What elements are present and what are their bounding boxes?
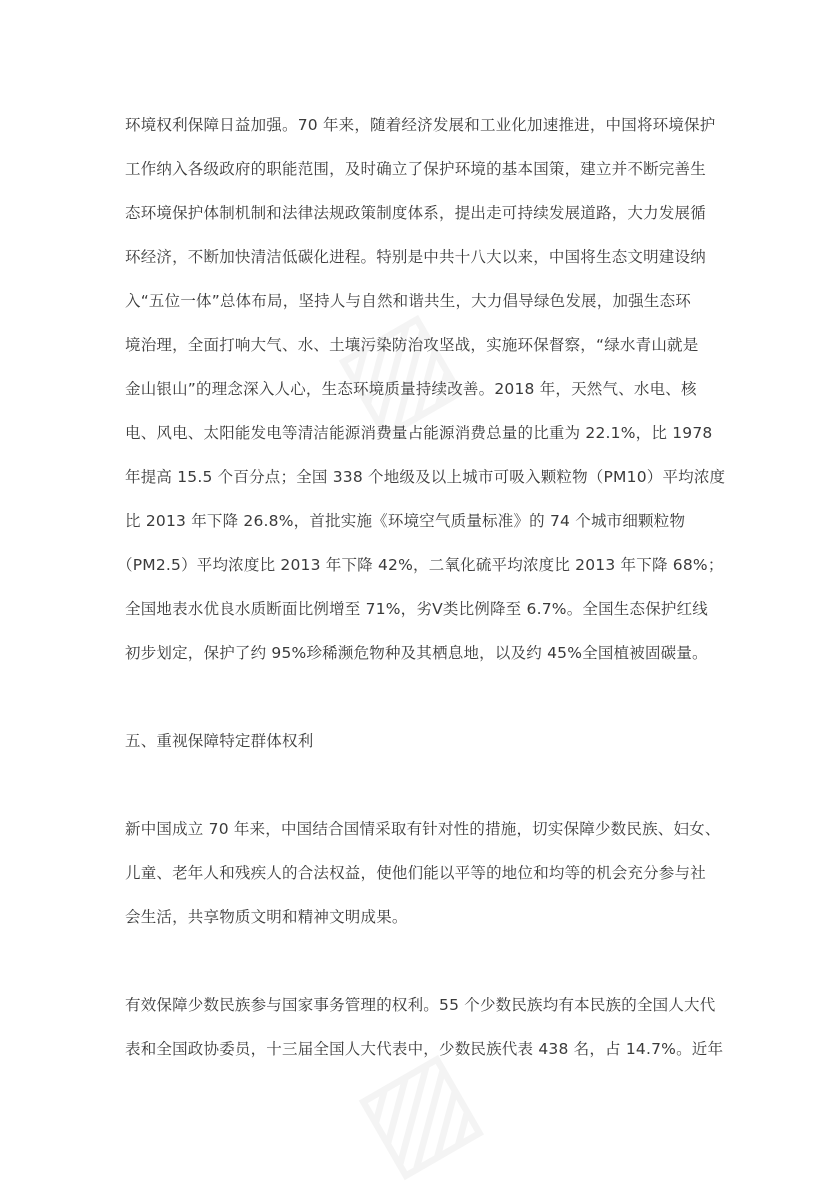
text-line: 环经济，不断加快清洁低碳化进程。特别是中共十八大以来，中国将生态文明建设纳 (125, 248, 706, 266)
text-line: 会生活，共享物质文明和精神文明成果。 (125, 908, 408, 926)
text-line: 比 2013 年下降 26.8%，首批实施《环境空气质量标准》的 74 个城市细颗粒物 (125, 512, 686, 530)
text-line: 态环境保护体制机制和法律法规政策制度体系，提出走可持续发展道路，大力发展循 (125, 204, 706, 222)
text-line: 初步划定，保护了约 95%珍稀濒危物种及其栖息地，以及约 45%全国植被固碳量。 (125, 644, 708, 662)
text-line: 儿童、老年人和残疾人的合法权益，使他们能以平等的地位和均等的机会充分参与社 (125, 864, 706, 882)
text-line: 全国地表水优良水质断面比例增至 71%，劣Ⅴ类比例降至 6.7%。全国生态保护红线 (125, 600, 708, 618)
text-line: 年提高 15.5 个百分点；全国 338 个地级及以上城市可吸入颗粒物（PM10）平均浓度 (125, 468, 726, 486)
text-line: （PM2.5）平均浓度比 2013 年下降 42%，二氧化硫平均浓度比 2013 年下降 68%； (117, 556, 724, 574)
text-line: 新中国成立 70 年来，中国结合国情采取有针对性的措施，切实保障少数民族、妇女、 (125, 820, 721, 838)
text-line: 工作纳入各级政府的职能范围，及时确立了保护环境的基本国策，建立并不断完善生 (125, 160, 706, 178)
text-line: 入“五位一体”总体布局，坚持人与自然和谐共生，大力倡导绿色发展，加强生态环 (125, 292, 691, 310)
text-line: 有效保障少数民族参与国家事务管理的权利。55 个少数民族均有本民族的全国人大代 (125, 996, 716, 1014)
text-line: 表和全国政协委员，十三届全国人大代表中，少数民族代表 438 名，占 14.7%。近年 (125, 1040, 724, 1058)
section-title: 五、重视保障特定群体权利 (125, 732, 314, 750)
text-line: 环境权利保障日益加强。70 年来，随着经济发展和工业化加速推进，中国将环境保护 (125, 116, 716, 134)
text-line: 境治理，全面打响大气、水、土壤污染防治攻坚战，实施环保督察，“绿水青山就是 (125, 336, 699, 354)
text-line: 电、风电、太阳能发电等清洁能源消费量占能源消费总量的比重为 22.1%，比 1978 (125, 424, 713, 442)
text-line: 金山银山”的理念深入人心，生态环境质量持续改善。2018 年，天然气、水电、核 (125, 380, 697, 398)
